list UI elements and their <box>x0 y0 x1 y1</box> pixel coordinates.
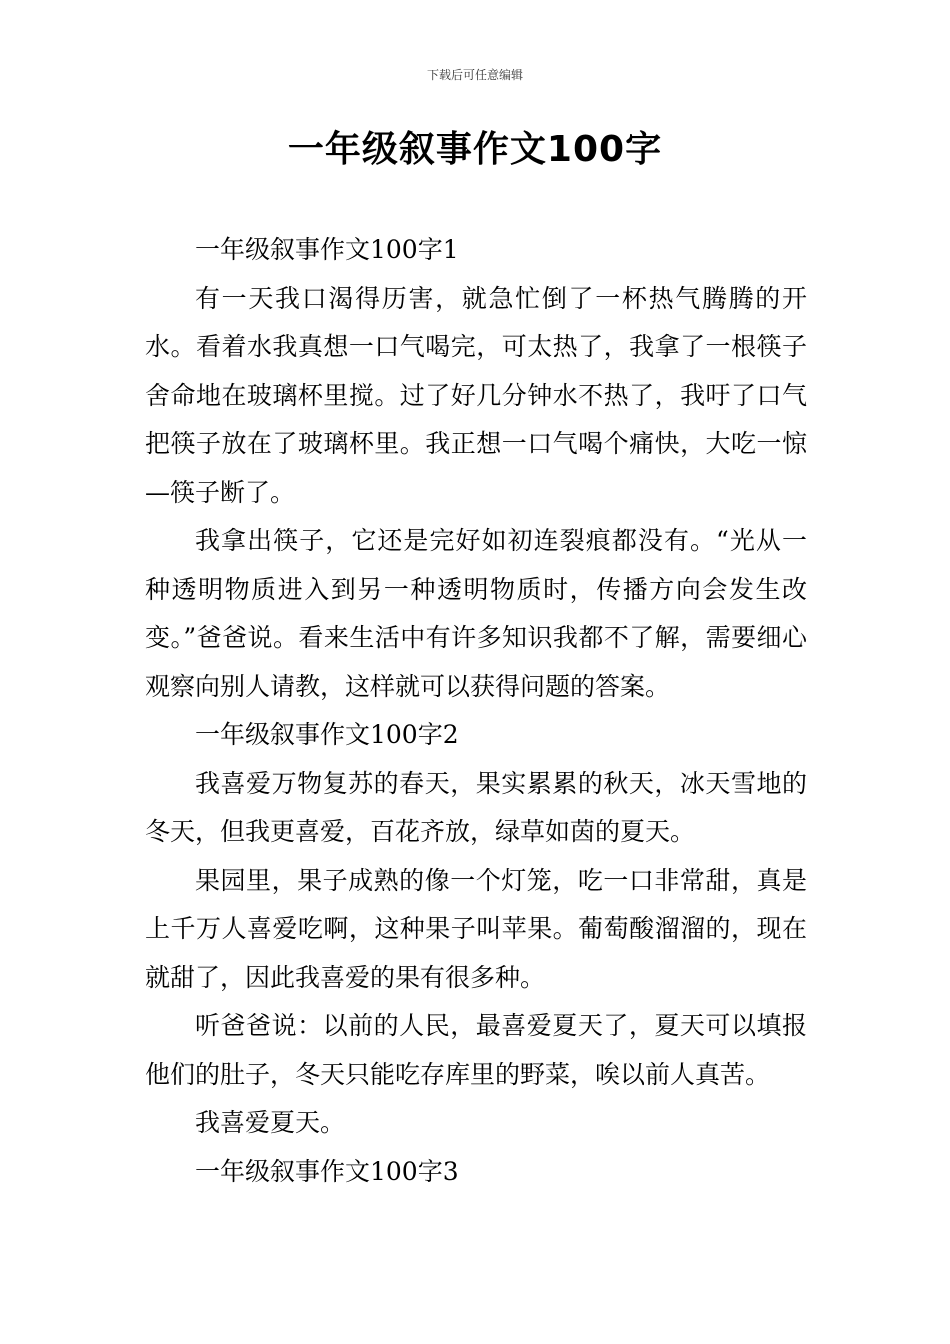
paragraph: 我喜爱万物复苏的春天，果实累累的秋天，冰天雪地的冬天，但我更喜爱，百花齐放，绿草如茵的夏天。 <box>145 768 807 846</box>
paragraph: 有一天我口渴得历害，就急忙倒了一杯热气腾腾的开水。看着水我真想一口气喝完，可太热了，我拿了一根筷子舍命地在玻璃杯里搅。过了好几分钟水不热了，我吁了口气把筷子放在了玻璃杯里。我正想一口气喝个痛快，大吃一惊—筷子断了。 <box>145 283 807 507</box>
paragraph: 我拿出筷子，它还是完好如初连裂痕都没有。“光从一种透明物质进入到另一种透明物质时，传播方向会发生改变。”爸爸说。看来生活中有许多知识我都不了解，需要细心观察向别人请教，这样就可以获得问题的答案。 <box>145 526 807 701</box>
paragraph: 我喜爱夏天。 <box>195 1108 346 1137</box>
page-header: 下载后可任意编辑 <box>426 68 523 82</box>
document-title: 一年级叙事作文100字 <box>287 129 663 170</box>
paragraph: 果园里，果子成熟的像一个灯笼，吃一口非常甜，真是上千万人喜爱吃啊，这种果子叫苹果。葡萄酸溜溜的，现在就甜了，因此我喜爱的果有很多种。 <box>145 865 807 992</box>
paragraph: 听爸爸说：以前的人民，最喜爱夏天了，夏天可以填报他们的肚子，冬天只能吃存库里的野菜，唉以前人真苦。 <box>145 1011 807 1089</box>
section-heading: 一年级叙事作文100字1 <box>195 235 459 264</box>
section-heading: 一年级叙事作文100字2 <box>195 720 459 749</box>
section-heading: 一年级叙事作文100字3 <box>195 1156 459 1186</box>
document-body <box>145 226 807 1196</box>
